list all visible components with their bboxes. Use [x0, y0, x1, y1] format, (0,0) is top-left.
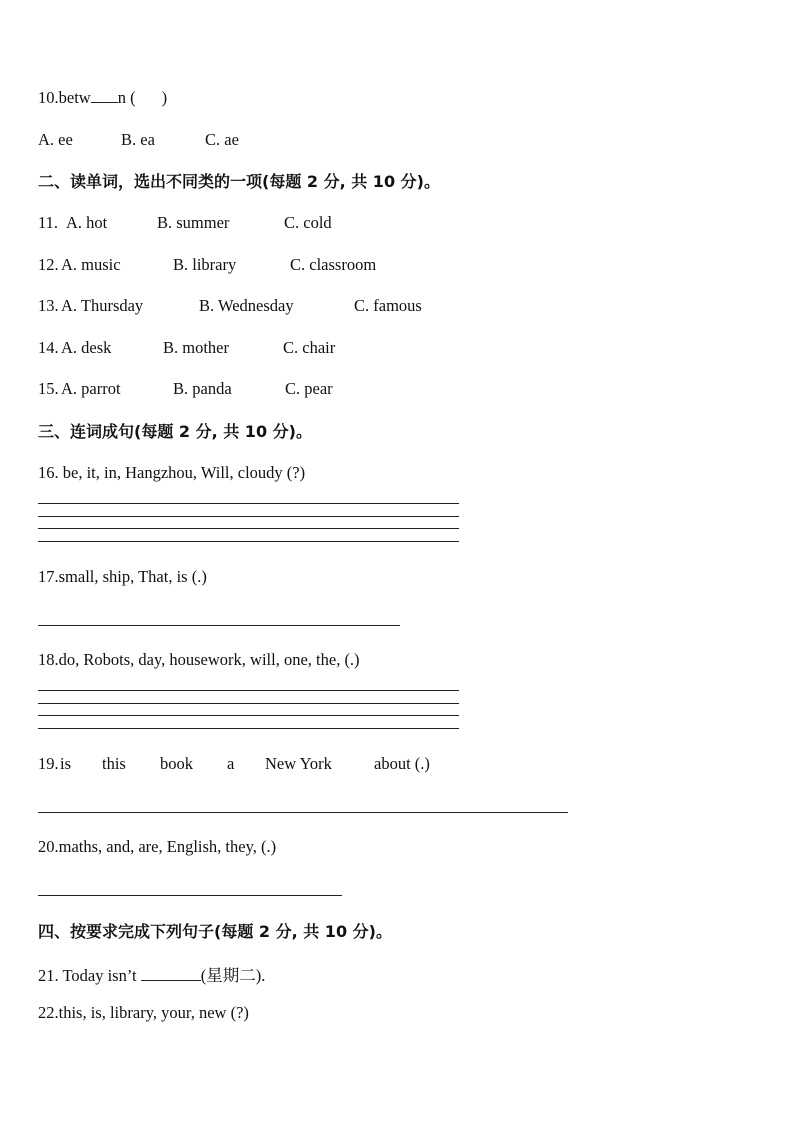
option-a: A. ee — [38, 130, 73, 149]
q10-paren-close: ) — [161, 88, 168, 107]
q19-word: is — [60, 754, 72, 773]
answer-line[interactable] — [38, 703, 459, 704]
q10-blank[interactable] — [91, 102, 118, 103]
question-16: 16. be, it, in, Hangzhou, Will, cloudy (?) — [38, 463, 306, 482]
answer-line[interactable] — [38, 690, 459, 691]
option-b: B. panda — [173, 379, 232, 398]
option-b: B. summer — [157, 213, 230, 232]
q13-number: 13. — [38, 296, 59, 315]
option-b: B. Wednesday — [199, 296, 294, 315]
option-c: C. ae — [205, 130, 239, 149]
option-b: B. library — [173, 255, 237, 274]
question-21 — [38, 962, 265, 986]
option-a: A. desk — [61, 338, 112, 357]
q19-word: about (.) — [374, 754, 430, 773]
question-19 — [0, 754, 794, 774]
question-13 — [0, 296, 794, 316]
answer-line[interactable] — [38, 516, 459, 517]
q19-word: this — [102, 754, 126, 773]
q14-number: 14. — [38, 338, 59, 357]
question-12 — [0, 255, 794, 275]
question-20: 20.maths, and, are, English, they, (.) — [38, 837, 277, 856]
q15-number: 15. — [38, 379, 59, 398]
answer-line[interactable] — [38, 812, 568, 813]
section-3-title: 三、连词成句(每题 2 分, 共 10 分)。 — [38, 422, 312, 441]
q19-word: book — [160, 754, 193, 773]
q19-number: 19. — [38, 754, 59, 773]
question-22: 22.this, is, library, your, new (?) — [38, 1003, 249, 1022]
question-18: 18.do, Robots, day, housework, will, one, the, (.) — [38, 650, 360, 669]
q21-hint: (星期二). — [200, 966, 266, 985]
q10-options — [0, 130, 794, 150]
q21-blank[interactable] — [141, 980, 201, 981]
answer-line[interactable] — [38, 625, 400, 626]
option-c: C. cold — [284, 213, 332, 232]
option-a: A. parrot — [61, 379, 121, 398]
answer-line[interactable] — [38, 715, 459, 716]
option-c: C. pear — [285, 379, 333, 398]
question-17: 17.small, ship, That, is (.) — [38, 567, 207, 586]
answer-line[interactable] — [38, 541, 459, 542]
answer-line[interactable] — [38, 503, 459, 504]
q10-stem-end: n ( — [117, 88, 136, 107]
question-10 — [38, 88, 167, 108]
q11-number: 11. — [38, 213, 59, 232]
option-c: C. famous — [354, 296, 422, 315]
q21-number: 21. — [38, 966, 59, 985]
q10-stem-start: betw — [58, 88, 91, 107]
question-14 — [0, 338, 794, 358]
option-a: A. music — [61, 255, 121, 274]
option-c: C. chair — [283, 338, 336, 357]
answer-line[interactable] — [38, 895, 342, 896]
q10-number: 10. — [38, 88, 59, 107]
option-c: C. classroom — [290, 255, 377, 274]
section-2-title: 二、读单词，选出不同类的一项(每题 2 分, 共 10 分)。 — [38, 172, 440, 191]
question-15 — [0, 379, 794, 399]
answer-line[interactable] — [38, 728, 459, 729]
q21-text: Today isn’t — [58, 966, 141, 985]
answer-line[interactable] — [38, 528, 459, 529]
option-a: A. hot — [66, 213, 108, 232]
q19-word: a — [227, 754, 235, 773]
option-b: B. mother — [163, 338, 229, 357]
question-11 — [0, 213, 794, 233]
option-a: A. Thursday — [61, 296, 144, 315]
option-b: B. ea — [121, 130, 155, 149]
section-4-title: 四、按要求完成下列句子(每题 2 分, 共 10 分)。 — [38, 922, 392, 941]
q12-number: 12. — [38, 255, 59, 274]
q19-word: New York — [265, 754, 332, 773]
